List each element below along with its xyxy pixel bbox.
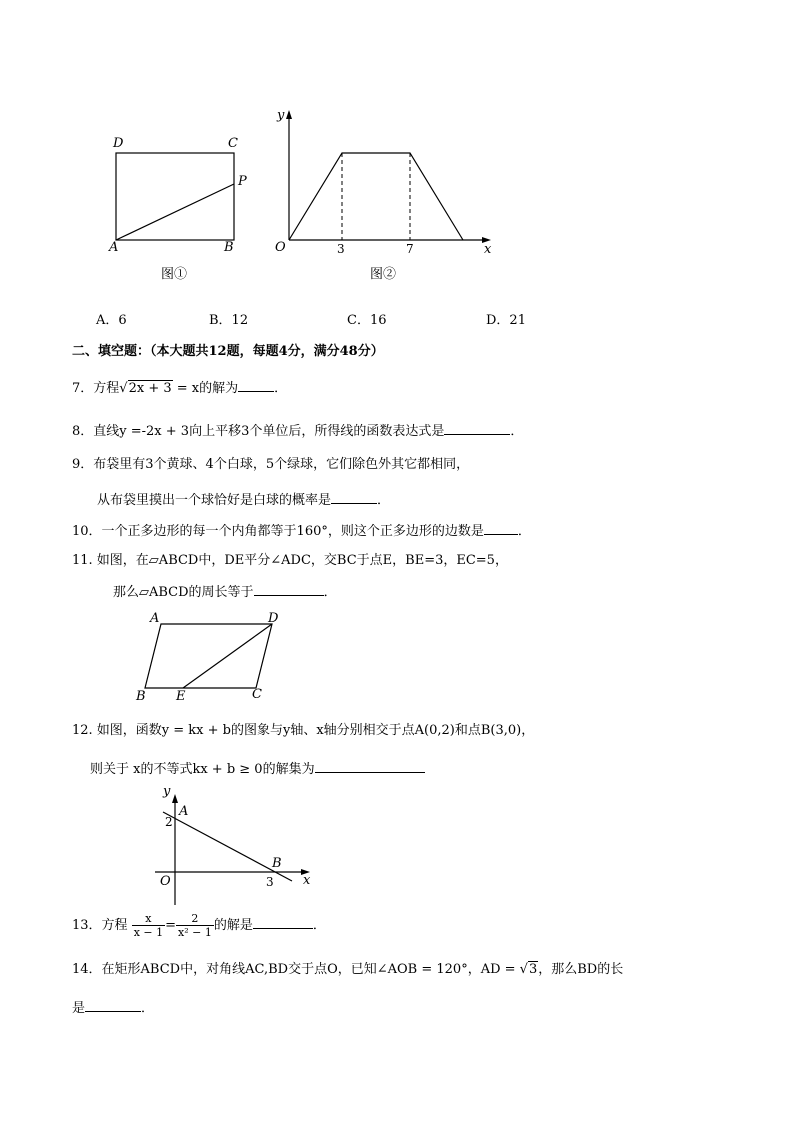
q12-tick-3: 3 (266, 875, 274, 889)
option-a: A．6 (96, 313, 127, 328)
q13-end: ． (312, 918, 326, 933)
q13-f1-numerator: x (132, 912, 165, 926)
q14-root: 3 (528, 962, 538, 977)
sqrt-sign: √ (119, 381, 128, 396)
fig2-x-label: x (484, 242, 492, 257)
option-d: D．21 (486, 313, 526, 328)
q13-prefix: 13．方程 (72, 918, 128, 933)
label-p: P (238, 174, 247, 189)
question-9-line-1: 9．布袋里有3个黄球、4个白球，5个绿球，它们除色外其它都相同， (72, 457, 470, 472)
q14-line2: 是 (72, 1001, 86, 1016)
q11-end: ． (323, 585, 337, 600)
fig2-y-label: y (277, 108, 285, 123)
q14-sqrt-sign: √ (519, 962, 528, 977)
q12-y-label: y (163, 784, 171, 799)
option-b: B．12 (209, 313, 249, 328)
q8-end: ． (510, 424, 524, 439)
q10-text: 10．一个正多边形的每一个内角都等于160°，则这个正多边形的边数是 (72, 524, 484, 539)
q7-mid: = x的解为 (172, 381, 239, 396)
q7-prefix: 7．方程 (72, 381, 120, 396)
label-a: A (109, 240, 119, 255)
q11-label-d: D (268, 611, 279, 626)
q12-line2-text: 则关于 x的不等式kx + b ≥ 0的解集为 (90, 762, 315, 777)
q11-label-e: E (176, 689, 186, 704)
label-d: D (113, 136, 124, 151)
option-c: C．16 (347, 313, 387, 328)
q12-label-a: A (179, 804, 189, 819)
q13-f2-denominator: x² − 1 (178, 926, 212, 939)
q14-end: ． (141, 1001, 155, 1016)
q7-end: ． (274, 381, 288, 396)
q10-end: ． (517, 524, 531, 539)
q8-text: 8．直线y =-2x + 3向上平移3个单位后，所得线的函数表达式是 (72, 424, 445, 439)
fig2-tick-7: 7 (406, 242, 414, 256)
q13-fraction-1 (132, 912, 165, 939)
q12-y-axis-arrow (172, 794, 178, 803)
q11-line2-text: 那么▱ABCD的周长等于 (113, 585, 254, 600)
question-14-line-1 (72, 962, 623, 978)
q12-label-b: B (272, 856, 282, 871)
fig2-origin-label: O (275, 240, 286, 255)
section-title: 二、填空题：（本大题共12题，每题4分，满分48分） (72, 344, 384, 359)
label-b: B (224, 240, 234, 255)
label-c: C (228, 136, 238, 151)
q13-suffix: 的解是 (213, 918, 253, 933)
q7-radicand: 2x + 3 (128, 381, 172, 396)
q13-f1-denominator: x − 1 (133, 926, 164, 939)
q13-fraction-2 (176, 912, 214, 939)
q11-label-c: C (252, 687, 262, 702)
q9-end: ． (377, 493, 391, 508)
q13-equals: = (165, 918, 177, 933)
q12-origin: O (160, 874, 171, 889)
q14-prefix: 14．在矩形ABCD中，对角线AC,BD交于点O，已知∠AOB = 120°，AD = (72, 962, 520, 977)
question-12-line-1: 12. 如图，函数y = kx + b的图象与y轴、x轴分别相交于点A(0,2)和点B(3,0)， (72, 723, 535, 738)
q9-line2-text: 从布袋里摸出一个球恰好是白球的概率是 (97, 493, 332, 508)
fig2-tick-3: 3 (337, 242, 345, 256)
q13-answer-blank[interactable] (253, 916, 313, 929)
q11-label-a: A (150, 611, 160, 626)
question-13 (72, 912, 326, 939)
figure-2-caption: 图② (370, 267, 397, 282)
q11-label-b: B (136, 689, 146, 704)
question-11-line-1: 11. 如图，在▱ABCD中，DE平分∠ADC，交BC于点E，BE=3，EC=5， (72, 553, 508, 568)
q12-x-label: x (303, 873, 311, 888)
figure-1-caption: 图① (161, 267, 188, 282)
q13-f2-numerator: 2 (176, 912, 214, 926)
q14-suffix: ，那么BD的长 (538, 962, 624, 977)
q14-answer-blank[interactable] (85, 999, 141, 1012)
q12-tick-2: 2 (165, 815, 173, 829)
question-14-line-2 (72, 999, 154, 1017)
